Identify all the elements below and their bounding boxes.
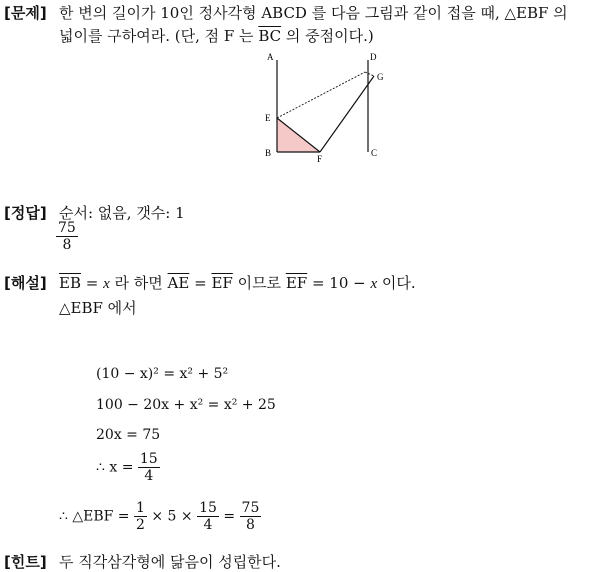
- answer-line: 순서: 없음, 갯수: 1: [59, 204, 185, 222]
- equation-4: ∴ x = $\frac{15}{4}$: [96, 451, 158, 484]
- explanation-label: [해설]: [4, 274, 47, 292]
- problem-label: [문제]: [4, 4, 47, 22]
- hint-text: 두 직각삼각형에 닮음이 성립한다.: [59, 553, 281, 571]
- label-f: F: [317, 154, 323, 164]
- hint-label: [힌트]: [4, 553, 47, 571]
- problem-line-1: 한 변의 길이가 10인 정사각형 ABCD 를 다음 그림과 같이 접을 때, △EBF 의: [59, 4, 568, 22]
- answer-label: [정답]: [4, 204, 47, 222]
- problem-line-2: 넓이를 구하여라. (단, 점 F 는 $\overline{BC}$ 의 중점이다.): [59, 27, 374, 45]
- label-e: E: [265, 113, 271, 123]
- segment-bc: $\overline{BC}$: [258, 27, 282, 45]
- answer-fraction: $\frac{75}{8}$: [58, 220, 76, 253]
- explanation-line-2: △EBF 에서: [59, 299, 137, 317]
- label-a: A: [267, 52, 274, 62]
- folded-square-figure: [255, 48, 395, 164]
- label-b: B: [265, 148, 272, 158]
- final-equation: ∴ △EBF = $\frac{1}{2}$ × 5 × $\frac{15}{4}$ = $\frac{75}{8}$: [59, 500, 260, 533]
- label-d: D: [370, 52, 377, 62]
- equation-1: (10 − x)² = x² + 5²: [96, 366, 229, 382]
- equation-3: 20x = 75: [96, 427, 161, 443]
- explanation-line-1: $\overline{EB} = x$ 라 하면 $\overline{AE} = \overline{EF}$ 이므로 $\overline{EF} = 10 - x$ 이다.: [59, 274, 416, 292]
- label-g: G: [377, 72, 384, 82]
- equation-2: 100 − 20x + x² = x² + 25: [96, 397, 276, 413]
- label-c: C: [371, 148, 378, 158]
